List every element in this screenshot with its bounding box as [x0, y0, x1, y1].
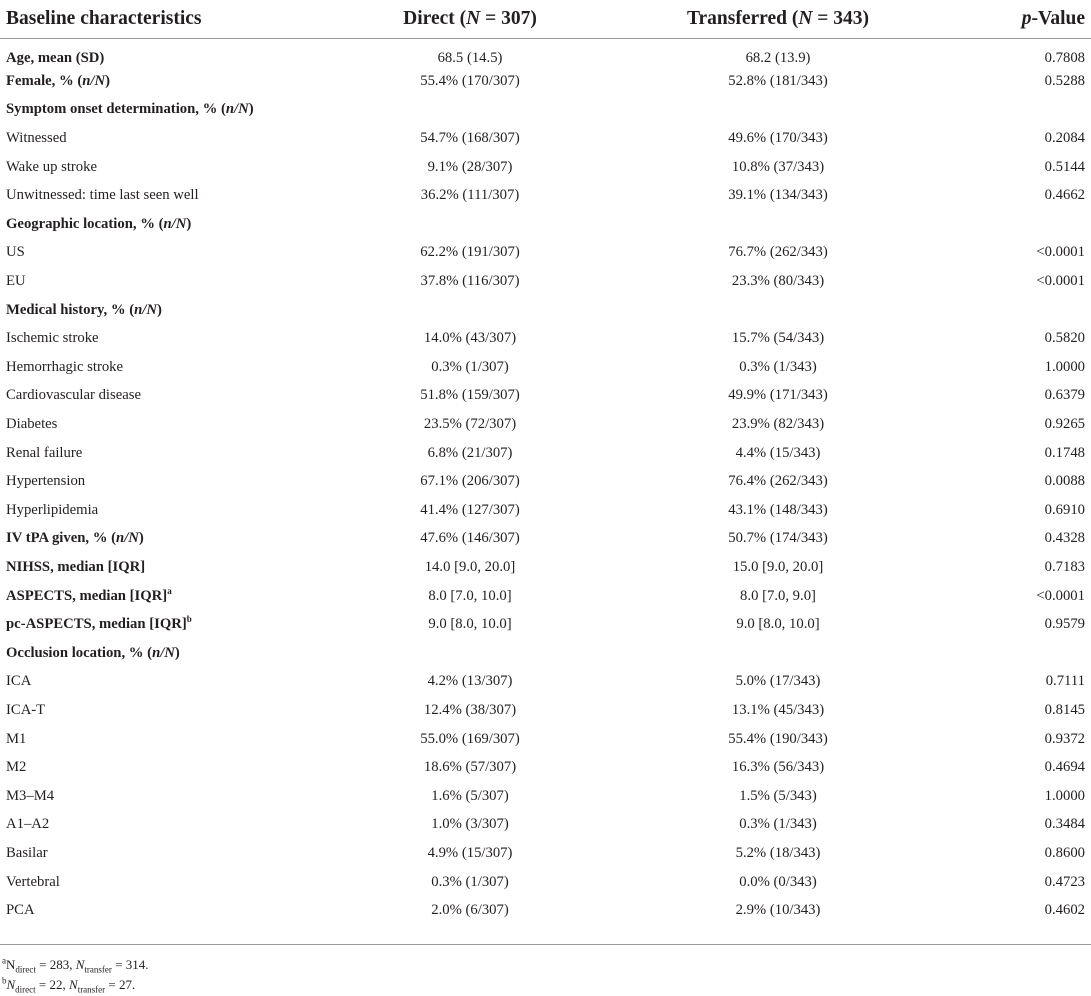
direct-value: 8.0 [7.0, 10.0]	[428, 587, 512, 604]
p-value: 0.4328	[1044, 530, 1085, 547]
table-row	[0, 896, 1091, 925]
p-value: 0.0088	[1044, 473, 1085, 490]
table-row	[0, 153, 1091, 182]
transferred-value	[595, 96, 961, 125]
row-label: Diabetes	[6, 416, 58, 433]
table-row	[0, 467, 1091, 496]
table-row	[0, 496, 1091, 525]
table-row	[0, 839, 1091, 868]
direct-value: 62.2% (191/307)	[420, 244, 520, 261]
direct-value: 55.4% (170/307)	[420, 72, 520, 89]
row-label: NIHSS, median [IQR]	[6, 558, 146, 575]
direct-value: 55.0% (169/307)	[420, 730, 520, 747]
p-value: 0.4662	[1044, 187, 1085, 204]
transferred-value: 39.1% (134/343)	[728, 187, 828, 204]
header-transferred: Transferred (N = 343)	[595, 0, 961, 39]
p-value: 0.1748	[1044, 444, 1085, 461]
transferred-value: 0.3% (1/343)	[739, 816, 817, 833]
table-row	[0, 696, 1091, 725]
table-row	[0, 239, 1091, 268]
header-p-value: p-Value	[961, 0, 1091, 39]
p-value: 1.0000	[1044, 787, 1085, 804]
p-value: 1.0000	[1044, 358, 1085, 375]
transferred-value	[595, 639, 961, 668]
row-label: ICA-T	[6, 701, 46, 718]
p-value: <0.0001	[1036, 273, 1085, 290]
row-label: IV tPA given, % (n/N)	[6, 530, 144, 547]
transferred-value: 0.0% (0/343)	[739, 873, 817, 890]
transferred-value: 1.5% (5/343)	[739, 787, 817, 804]
row-label: Medical history, % (n/N)	[6, 301, 162, 318]
direct-value	[345, 639, 595, 668]
transferred-value: 23.3% (80/343)	[731, 273, 825, 290]
table-row	[0, 210, 1091, 239]
transferred-value: 9.0 [8.0, 10.0]	[736, 616, 820, 633]
direct-value: 0.3% (1/307)	[431, 873, 509, 890]
direct-value: 47.6% (146/307)	[420, 530, 520, 547]
transferred-value: 5.2% (18/343)	[735, 844, 821, 861]
row-label: Witnessed	[6, 130, 67, 147]
row-label: Renal failure	[6, 444, 83, 461]
transferred-value: 23.9% (82/343)	[731, 416, 825, 433]
direct-value: 67.1% (206/307)	[420, 473, 520, 490]
table-row	[0, 782, 1091, 811]
direct-value: 12.4% (38/307)	[423, 701, 517, 718]
p-value: 0.7111	[1045, 673, 1085, 690]
row-label: Hyperlipidemia	[6, 501, 99, 518]
direct-value	[345, 96, 595, 125]
table-header-row	[0, 0, 1091, 39]
table-row	[0, 582, 1091, 611]
transferred-value: 76.7% (262/343)	[728, 244, 828, 261]
direct-value: 1.6% (5/307)	[431, 787, 509, 804]
direct-value: 54.7% (168/307)	[420, 130, 520, 147]
transferred-value: 13.1% (45/343)	[731, 701, 825, 718]
row-label: M3–M4	[6, 787, 55, 804]
row-label: M1	[6, 730, 27, 747]
direct-value: 23.5% (72/307)	[423, 416, 517, 433]
p-value: 0.9265	[1044, 416, 1085, 433]
table-row	[0, 610, 1091, 639]
transferred-value: 55.4% (190/343)	[728, 730, 828, 747]
direct-value: 68.5 (14.5)	[437, 49, 503, 66]
row-label: Ischemic stroke	[6, 330, 99, 347]
transferred-value	[595, 210, 961, 239]
row-label: Hypertension	[6, 473, 86, 490]
direct-value: 6.8% (21/307)	[427, 444, 513, 461]
transferred-value: 76.4% (262/343)	[728, 473, 828, 490]
transferred-value: 5.0% (17/343)	[735, 673, 821, 690]
p-value: 0.3484	[1044, 816, 1085, 833]
p-value	[961, 639, 1091, 668]
transferred-value: 4.4% (15/343)	[735, 444, 821, 461]
transferred-value: 43.1% (148/343)	[728, 501, 828, 518]
table-row	[0, 353, 1091, 382]
direct-value: 14.0% (43/307)	[423, 330, 517, 347]
p-value: <0.0001	[1036, 587, 1085, 604]
direct-value: 18.6% (57/307)	[423, 759, 517, 776]
table-row	[0, 525, 1091, 554]
row-label: EU	[6, 273, 26, 290]
direct-value: 0.3% (1/307)	[431, 358, 509, 375]
table-bottom-rule	[0, 944, 1091, 945]
row-label: ICA	[6, 673, 32, 690]
table-row	[0, 39, 1091, 68]
direct-value: 37.8% (116/307)	[420, 273, 520, 290]
table-row	[0, 439, 1091, 468]
direct-value: 41.4% (127/307)	[420, 501, 520, 518]
direct-value	[345, 296, 595, 325]
row-label: Basilar	[6, 844, 48, 861]
direct-value: 2.0% (6/307)	[431, 902, 509, 919]
transferred-value: 15.7% (54/343)	[731, 330, 825, 347]
row-label: pc-ASPECTS, median [IQR]$^b$	[6, 614, 192, 633]
transferred-value: 0.3% (1/343)	[739, 358, 817, 375]
table-row	[0, 725, 1091, 754]
direct-value: 14.0 [9.0, 20.0]	[424, 558, 516, 575]
table-row	[0, 124, 1091, 153]
row-label: ASPECTS, median [IQR]$^a$	[6, 585, 172, 604]
p-value: <0.0001	[1036, 244, 1085, 261]
p-value: 0.9372	[1044, 730, 1085, 747]
table-row	[0, 267, 1091, 296]
transferred-value: 16.3% (56/343)	[731, 759, 825, 776]
p-value: 0.7183	[1044, 558, 1085, 575]
table-row	[0, 639, 1091, 668]
row-label: A1–A2	[6, 816, 50, 833]
transferred-value: 50.7% (174/343)	[728, 530, 828, 547]
row-label: Hemorrhagic stroke	[6, 358, 124, 375]
table-row	[0, 96, 1091, 125]
footnote-b: $^bN_{direct} = 22$, $N_{transfer} = 27$.	[2, 975, 136, 995]
direct-value: 1.0% (3/307)	[431, 816, 509, 833]
table-row	[0, 811, 1091, 840]
p-value: 0.8145	[1044, 701, 1085, 718]
transferred-value: 8.0 [7.0, 9.0]	[740, 587, 816, 604]
p-value: 0.6910	[1044, 501, 1085, 518]
direct-value: 51.8% (159/307)	[420, 387, 520, 404]
table-row	[0, 67, 1091, 96]
transferred-value: 2.9% (10/343)	[735, 902, 821, 919]
table-row	[0, 553, 1091, 582]
direct-value	[345, 210, 595, 239]
direct-value: 4.9% (15/307)	[427, 844, 513, 861]
row-label: M2	[6, 759, 27, 776]
row-label: Geographic location, % (n/N)	[6, 215, 192, 232]
transferred-value: 49.6% (170/343)	[728, 130, 828, 147]
header-characteristics: Baseline characteristics	[0, 0, 345, 39]
row-label: Cardiovascular disease	[6, 387, 141, 404]
row-label: Age, mean (SD)	[6, 49, 105, 66]
transferred-value: 49.9% (171/343)	[728, 387, 828, 404]
p-value: 0.5820	[1044, 330, 1085, 347]
table-row	[0, 324, 1091, 353]
row-label: PCA	[6, 902, 35, 919]
row-label: Unwitnessed: time last seen well	[6, 187, 199, 204]
table-row	[0, 181, 1091, 210]
p-value: 0.6379	[1044, 387, 1085, 404]
p-value: 0.5144	[1044, 158, 1085, 175]
p-value: 0.4723	[1044, 873, 1085, 890]
row-label: Symptom onset determination, % (n/N)	[6, 101, 254, 118]
p-value: 0.4694	[1044, 759, 1085, 776]
table-row	[0, 868, 1091, 897]
transferred-value: 52.8% (181/343)	[728, 72, 828, 89]
p-value: 0.7808	[1044, 49, 1085, 66]
p-value: 0.5288	[1044, 72, 1085, 89]
p-value	[961, 296, 1091, 325]
row-label: Wake up stroke	[6, 158, 97, 175]
p-value: 0.9579	[1044, 616, 1085, 633]
p-value: 0.2084	[1044, 130, 1085, 147]
footnote-a: $^aN_{direct} = 283$, $N_{transfer} = 314$.	[2, 955, 149, 975]
table-row	[0, 753, 1091, 782]
transferred-value: 15.0 [9.0, 20.0]	[732, 558, 824, 575]
table-row	[0, 296, 1091, 325]
p-value	[961, 210, 1091, 239]
row-label: Vertebral	[6, 873, 60, 890]
p-value: 0.8600	[1044, 844, 1085, 861]
row-label: US	[6, 244, 25, 261]
table-row	[0, 382, 1091, 411]
transferred-value	[595, 296, 961, 325]
direct-value: 9.1% (28/307)	[427, 158, 513, 175]
transferred-value: 68.2 (13.9)	[745, 49, 811, 66]
transferred-value: 10.8% (37/343)	[731, 158, 825, 175]
direct-value: 36.2% (111/307)	[420, 187, 520, 204]
table-row	[0, 668, 1091, 697]
row-label: Occlusion location, % (n/N)	[6, 644, 180, 661]
row-label: Female, % (n/N)	[6, 72, 111, 89]
direct-value: 4.2% (13/307)	[427, 673, 513, 690]
header-direct: Direct (N = 307)	[345, 0, 595, 39]
direct-value: 9.0 [8.0, 10.0]	[428, 616, 512, 633]
table-row	[0, 410, 1091, 439]
p-value: 0.4602	[1044, 902, 1085, 919]
p-value	[961, 96, 1091, 125]
